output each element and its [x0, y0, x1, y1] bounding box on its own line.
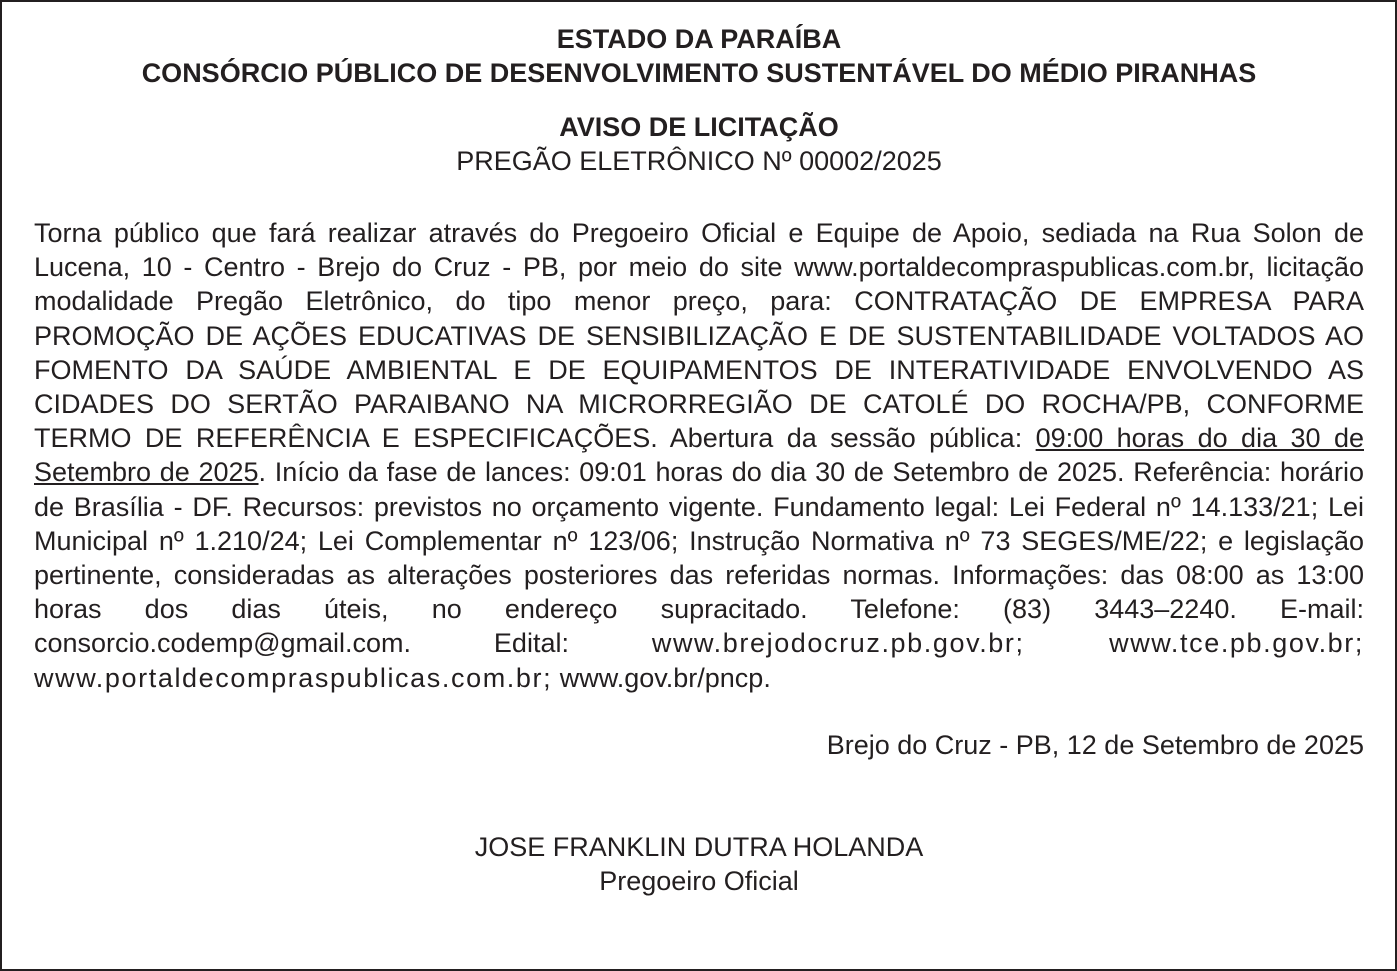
signatory-role: Pregoeiro Oficial [599, 865, 799, 896]
body-text-main: Torna público que fará realizar através do Pregoeiro Oficial e Equipe de Apoio, sediada na Rua Solon de Lucena, 10 - Centro - Brejo do Cruz - PB, por meio do site www.portaldecompraspublicas.com.br, licitação modalidade Pregão Eletrônico, do tipo menor preço, para: CONTRATAÇÃO DE EMPRESA PARA PROMOÇÃO DE AÇÕES EDUCATIVAS DE SENSIBILIZAÇÃO E DE SUSTENTABILIDADE VOLTADOS AO FOMENTO DA SAÚDE AMBIENTAL E DE EQUIPAMENTOS DE INTERATIVIDADE ENVOLVENDO AS CIDADES DO SERTÃO PARAIBANO NA MICRORREGIÃO DE CATOLÉ DO ROCHA/PB, CONFORME TERMO DE REFERÊNCIA E ESPECIFICAÇÕES. Abertura da sessão pública: [34, 218, 1364, 454]
session-opening-date: 09:00 horas do dia 30 de Setembro de 2025 [34, 423, 1364, 488]
consortium-heading: CONSÓRCIO PÚBLICO DE DESENVOLVIMENTO SUSTENTÁVEL DO MÉDIO PIRANHAS [141, 58, 1257, 88]
body-text-continued: . Início da fase de lances: 09:01 horas do dia 30 de Setembro de 2025. Referência: horário de Brasília - DF. Recursos: previstos no orçamento vigente. Fundamento legal: Lei Federal nº 14.133/21; Lei Municipal nº 1.210/24; Lei Complementar nº 123/06; Instrução Normativa nº 73 SEGES/ME/22; e legislação pertinente, consideradas as alterações posteriores das referidas normas. Informações: das 08:00 as 13:00 horas dos dias úteis, no endereço supracitado. Telefone: (83) 3443–2240. E-mail: consorcio.codemp@gmail.com. Edital: [34, 457, 1364, 659]
state-heading: ESTADO DA PARAÍBA [556, 24, 842, 54]
notice-body [34, 216, 1364, 695]
edital-sites: www.brejodocruz.pb.gov.br; www.tce.pb.gov.br; www.portaldecompraspublicas.com.br; [34, 628, 1364, 693]
notice-title: AVISO DE LICITAÇÃO [559, 112, 839, 142]
place-date: Brejo do Cruz - PB, 12 de Setembro de 2025 [826, 729, 1364, 760]
notice-subtitle: PREGÃO ELETRÔNICO Nº 00002/2025 [456, 146, 942, 176]
signatory-name: JOSE FRANKLIN DUTRA HOLANDA [474, 831, 924, 862]
edital-last-site: www.gov.br/pncp. [559, 662, 771, 693]
